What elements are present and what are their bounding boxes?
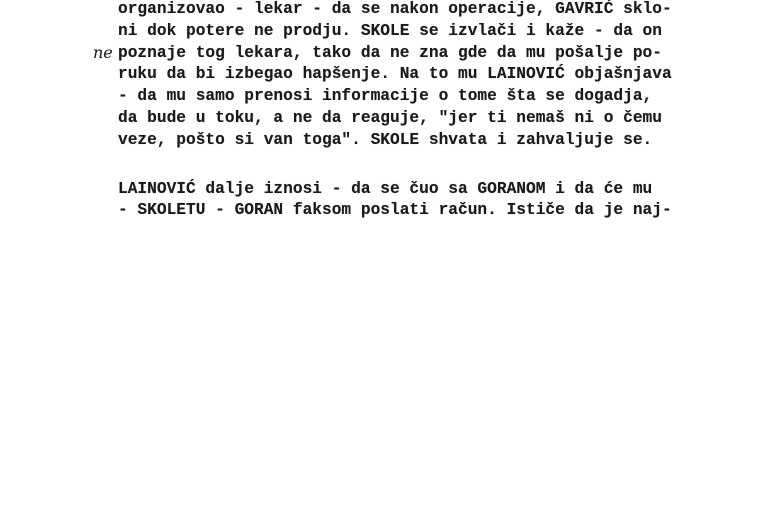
handwritten-margin-note: ne [93, 43, 113, 62]
text-line: - da mu samo prenosi informacije o tome šta se dogadja, [118, 87, 653, 106]
text-line: - SKOLETU - GORAN faksom poslati račun. Ističe da je naj- [118, 201, 672, 220]
text-line: ruku da bi izbegao hapšenje. Na to mu LAINOVIĆ objašnjava [118, 65, 672, 84]
text-line: da bude u toku, a ne da reaguje, "jer ti nemaš ni o čemu [118, 108, 662, 127]
text-line: LAINOVIĆ dalje iznosi - da se čuo sa GORANOM i da će mu [118, 179, 653, 198]
typewritten-text-block [118, 0, 672, 222]
text-line: poznaje tog lekara, tako da ne zna gde da mu pošalje po- [118, 43, 662, 62]
text-line: veze, pošto si van toga". SKOLE shvata i zahvaljuje se. [118, 130, 653, 149]
text-line: ni dok potere ne prodju. SKOLE se izvlači i kaže - da on [118, 21, 662, 40]
paragraph [118, 179, 672, 223]
paragraph [118, 0, 672, 152]
text-line: organizovao - lekar - da se nakon operacije, GAVRIĆ sklo- [118, 0, 672, 18]
